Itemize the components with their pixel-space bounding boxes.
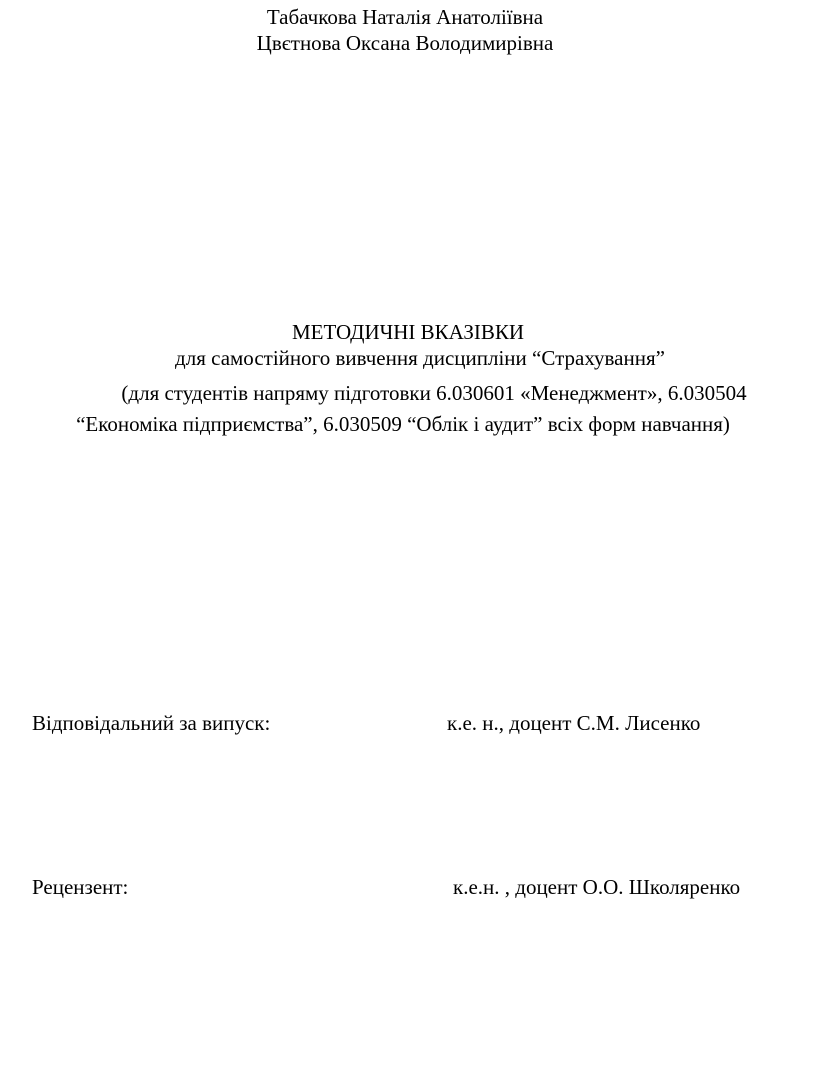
reviewer-value: к.е.н. , доцент О.О. Школяренко [453, 875, 741, 899]
author-name: Цвєтнова Оксана Володимирівна [256, 31, 554, 55]
document-title: МЕТОДИЧНІ ВКАЗІВКИ [291, 320, 525, 344]
author-name: Табачкова Наталія Анатоліївна [266, 5, 544, 29]
responsible-value: к.е. н., доцент С.М. Лисенко [447, 711, 701, 735]
reviewer-label: Рецензент: [32, 875, 129, 899]
responsible-label: Відповідальний за випуск: [32, 711, 271, 735]
document-audience-line: (для студентів напряму підготовки 6.030601 «Менеджмент», 6.030504 [121, 381, 747, 405]
document-subtitle: для самостійного вивчення дисципліни “Страхування” [175, 346, 665, 370]
document-audience-line: “Економіка підприємства”, 6.030509 “Облік і аудит” всіх форм навчання) [76, 412, 730, 436]
